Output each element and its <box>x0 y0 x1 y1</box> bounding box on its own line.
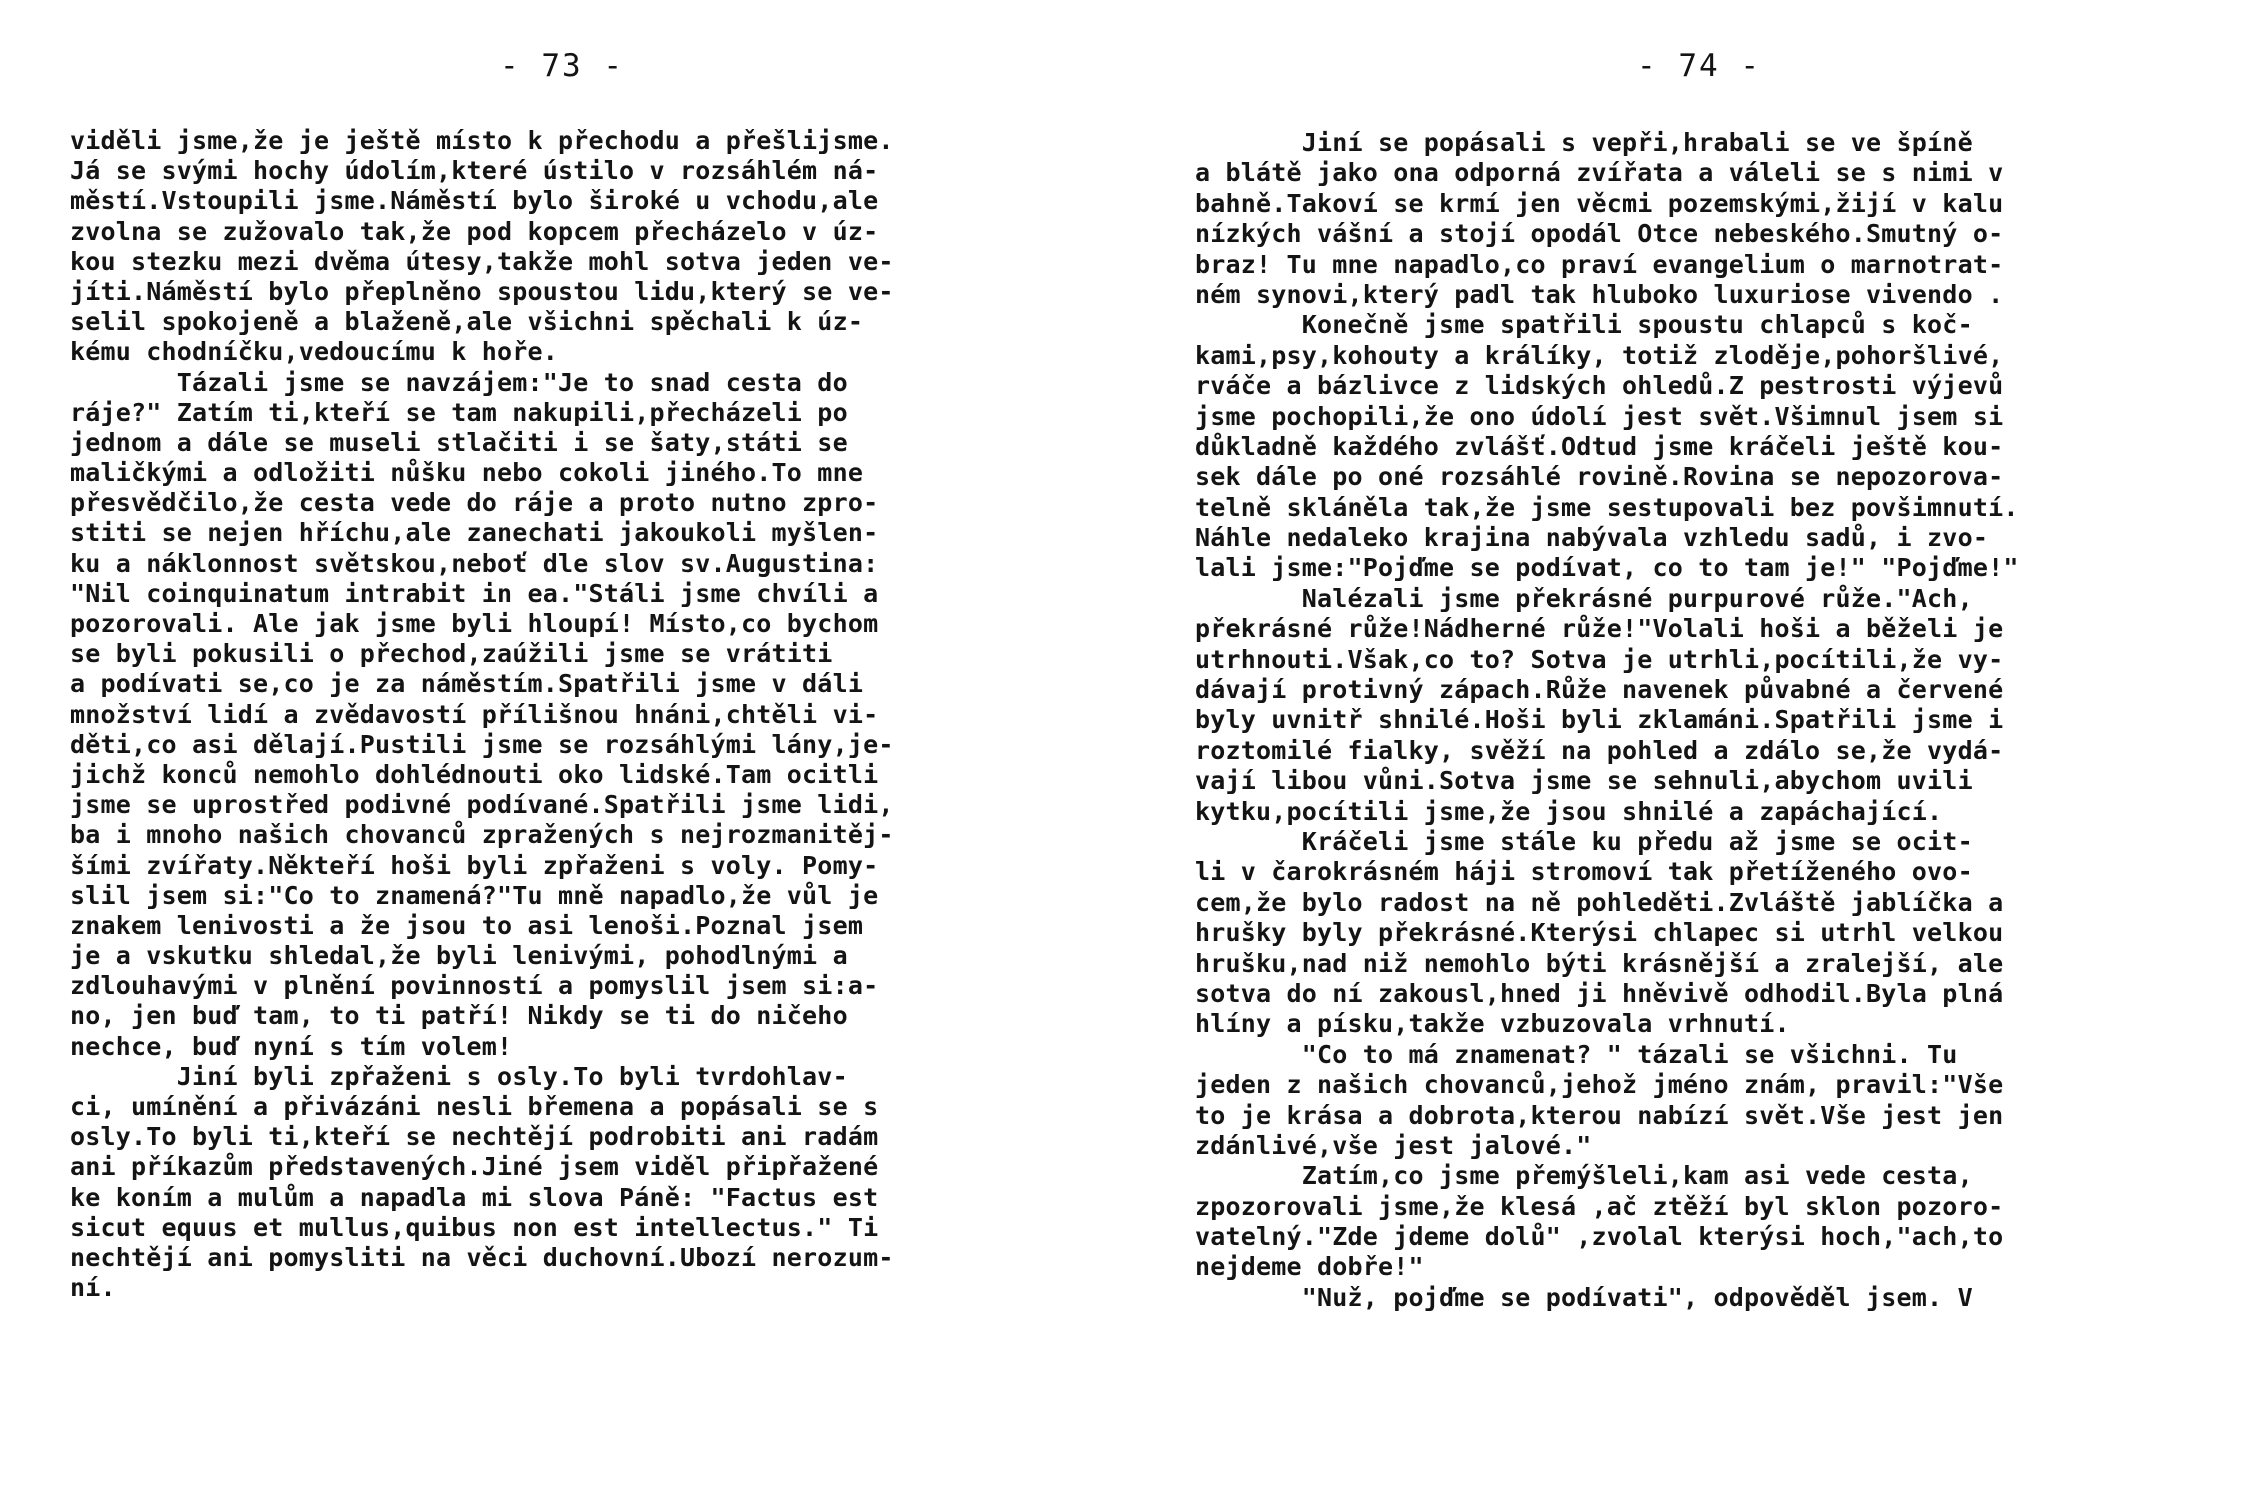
text-line: se byli pokusili o přechod,zaúžili jsme se vrátiti <box>70 639 833 669</box>
text-line: zpozorovali jsme,že klesá ,ač ztěží byl sklon pozoro- <box>1195 1191 2004 1221</box>
text-line: jsme se uprostřed podivné podívané.Spatřili jsme lidi, <box>70 790 894 820</box>
text-line: slil jsem si:"Co to znamená?"Tu mně napadlo,že vůl je <box>70 880 879 910</box>
right-page <box>1195 0 2205 1500</box>
text-line: pozorovali. Ale jak jsme byli hloupí! Místo,co bychom <box>70 609 879 638</box>
right-page-text <box>1195 128 2205 1313</box>
text-line: vatelný."Zde jdeme dolů" ,zvolal kterýsi hoch,"ach,to <box>1195 1222 2004 1252</box>
text-line: Jiní byli zpřaženi s osly.To byli tvrdohlav- <box>70 1061 848 1091</box>
text-line: Nalézali jsme překrásné purpurové růže."Ach, <box>1195 583 1973 613</box>
text-line: nechtějí ani pomysliti na věci duchovní.Ubozí nerozum- <box>70 1242 894 1272</box>
text-line: jichž konců nemohlo dohlédnouti oko lidské.Tam ocitli <box>70 759 879 789</box>
text-line: li v čarokrásném háji stromoví tak přetíženého ovo- <box>1195 857 1973 887</box>
text-line: stiti se nejen hříchu,ale zanechati jakoukoli myšlen- <box>70 518 879 548</box>
left-page-text <box>70 126 1060 1303</box>
text-line: roztomilé fialky, svěží na pohled a zdálo se,že vydá- <box>1195 735 2004 765</box>
text-line: ci, umínění a přivázáni nesli břemena a popásali se s <box>70 1092 879 1121</box>
text-line: jsme pochopili,že ono údolí jest svět.Všimnul jsem si <box>1195 401 2004 431</box>
text-line: nechce, buď nyní s tím volem! <box>70 1031 513 1061</box>
text-line: jíti.Náměstí bylo přeplněno spoustou lidu,který se ve- <box>70 276 894 306</box>
text-line: městí.Vstoupili jsme.Náměstí bylo široké u vchodu,ale <box>70 186 879 216</box>
text-line: kou stezku mezi dvěma útesy,takže mohl sotva jeden ve- <box>70 246 894 276</box>
text-line: telně skláněla tak,že jsme sestupovali bez povšimnutí. <box>1195 492 2019 522</box>
text-line: důkladně každého zvlášť.Odtud jsme kráčeli ještě kou- <box>1195 431 2004 461</box>
text-line: kytku,pocítili jsme,že jsou shnilé a zapáchající. <box>1195 796 1943 826</box>
text-line: Jiní se popásali s vepři,hrabali se ve špíně <box>1195 128 1973 157</box>
text-line: utrhnouti.Však,co to? Sotva je utrhli,pocítili,že vy- <box>1195 644 2004 674</box>
text-line: hrušku,nad niž nemohlo býti krásnější a zralejší, ale <box>1195 948 2004 978</box>
text-line: "Co to má znamenat? " tázali se všichni. Tu <box>1195 1039 1958 1069</box>
text-line: ní. <box>70 1273 116 1303</box>
text-line: rváče a bázlivce z lidských ohledů.Z pestrosti výjevů <box>1195 371 2004 401</box>
text-line: braz! Tu mne napadlo,co praví evangelium o marnotrat- <box>1195 249 2004 279</box>
text-line: viděli jsme,že je ještě místo k přechodu a přešlijsme. <box>70 126 894 155</box>
text-line: překrásné růže!Nádherné růže!"Volali hoši a běželi je <box>1195 614 2004 644</box>
page-number: - 73 - <box>500 48 624 84</box>
text-line: šími zvířaty.Někteří hoši byli zpřaženi s voly. Pomy- <box>70 850 879 880</box>
text-line: no, jen buď tam, to ti patří! Nikdy se ti do ničeho <box>70 1001 848 1031</box>
text-line: jednom a dále se museli stlačiti i se šaty,státi se <box>70 427 848 457</box>
text-line: hlíny a písku,takže vzbuzovala vrhnutí. <box>1195 1009 1790 1039</box>
text-line: je a vskutku shledal,že byli lenivými, pohodlnými a <box>70 941 848 971</box>
text-line: "Nuž, pojďme se podívati", odpověděl jsem. V <box>1195 1282 1973 1312</box>
text-line: to je krása a dobrota,kterou nabízí svět.Vše jest jen <box>1195 1100 2004 1130</box>
left-page <box>70 0 1060 1500</box>
text-line: Já se svými hochy údolím,které ústilo v rozsáhlém ná- <box>70 156 879 186</box>
text-line: byly uvnitř shnilé.Hoši byli zklamáni.Spatřili jsme i <box>1195 705 2004 735</box>
text-line: ke koním a mulům a napadla mi slova Páně: "Factus est <box>70 1182 879 1212</box>
text-line: a podívati se,co je za náměstím.Spatřili jsme v dáli <box>70 669 864 699</box>
text-line: děti,co asi dělají.Pustili jsme se rozsáhlými lány,je- <box>70 729 894 759</box>
text-line: a blátě jako ona odporná zvířata a váleli se s nimi v <box>1195 158 2004 188</box>
text-line: Náhle nedaleko krajina nabývala vzhledu sadů, i zvo- <box>1195 523 1989 553</box>
text-line: zvolna se zužovalo tak,že pod kopcem přecházelo v úz- <box>70 216 879 246</box>
text-line: nejdeme dobře!" <box>1195 1252 1424 1282</box>
text-line: Tázali jsme se navzájem:"Je to snad cesta do <box>70 367 848 397</box>
text-line: znakem lenivosti a že jsou to asi lenoši.Poznal jsem <box>70 910 864 940</box>
text-line: Kráčeli jsme stále ku předu až jsme se ocit- <box>1195 826 1973 856</box>
text-line: maličkými a odložiti nůšku nebo cokoli jiného.To mne <box>70 458 864 488</box>
text-line: zdlouhavými v plnění povinností a pomyslil jsem si:a- <box>70 971 879 1001</box>
text-line: dávají protivný zápach.Růže navenek půvabné a červené <box>1195 675 2004 705</box>
text-line: sek dále po oné rozsáhlé rovině.Rovina se nepozorova- <box>1195 462 2004 492</box>
text-line: sotva do ní zakousl,hned ji hněvivě odhodil.Byla plná <box>1195 978 2004 1008</box>
text-line: Zatím,co jsme přemýšleli,kam asi vede cesta, <box>1195 1161 1973 1191</box>
text-line: hrušky byly překrásné.Kterýsi chlapec si utrhl velkou <box>1195 918 2004 948</box>
text-line: kami,psy,kohouty a králíky, totiž zloděje,pohoršlivé, <box>1195 340 2004 370</box>
text-line: zdánlivé,vše jest jalové." <box>1195 1130 1592 1160</box>
text-line: přesvědčilo,že cesta vede do ráje a proto nutno zpro- <box>70 488 879 518</box>
text-line: osly.To byli ti,kteří se nechtějí podrobiti ani radám <box>70 1122 879 1152</box>
text-line: vají libou vůni.Sotva jsme se sehnuli,abychom uvili <box>1195 766 1973 796</box>
text-line: ba i mnoho našich chovanců zpražených s nejrozmanitěj- <box>70 820 894 850</box>
text-line: ku a náklonnost světskou,neboť dle slov sv.Augustina: <box>70 548 879 578</box>
text-line: ráje?" Zatím ti,kteří se tam nakupili,přecházeli po <box>70 397 848 427</box>
text-line: sicut equus et mullus,quibus non est intellectus." Ti <box>70 1212 879 1242</box>
text-line: bahně.Takoví se krmí jen věcmi pozemskými,žijí v kalu <box>1195 188 2004 218</box>
page-number: - 74 - <box>1637 48 1761 84</box>
text-line: "Nil coinquinatum intrabit in ea."Stáli jsme chvíli a <box>70 578 879 608</box>
text-line: cem,že bylo radost na ně pohleděti.Zvláště jablíčka a <box>1195 887 2004 917</box>
text-line: selil spokojeně a blaženě,ale všichni spěchali k úz- <box>70 307 864 337</box>
text-line: lali jsme:"Pojďme se podívat, co to tam je!" "Pojďme!" <box>1195 553 2019 583</box>
text-line: množství lidí a zvědavostí přílišnou hnáni,chtěli vi- <box>70 699 879 729</box>
text-line: kému chodníčku,vedoucímu k hoře. <box>70 337 559 367</box>
text-line: nízkých vášní a stojí opodál Otce nebeského.Smutný o- <box>1195 219 2004 249</box>
text-line: ném synovi,který padl tak hluboko luxuriose vivendo . <box>1195 279 2004 309</box>
text-line: Konečně jsme spatřili spoustu chlapců s koč- <box>1195 310 1973 340</box>
text-line: ani příkazům představených.Jiné jsem viděl připřažené <box>70 1152 879 1182</box>
text-line: jeden z našich chovanců,jehož jméno znám, pravil:"Vše <box>1195 1070 2004 1100</box>
